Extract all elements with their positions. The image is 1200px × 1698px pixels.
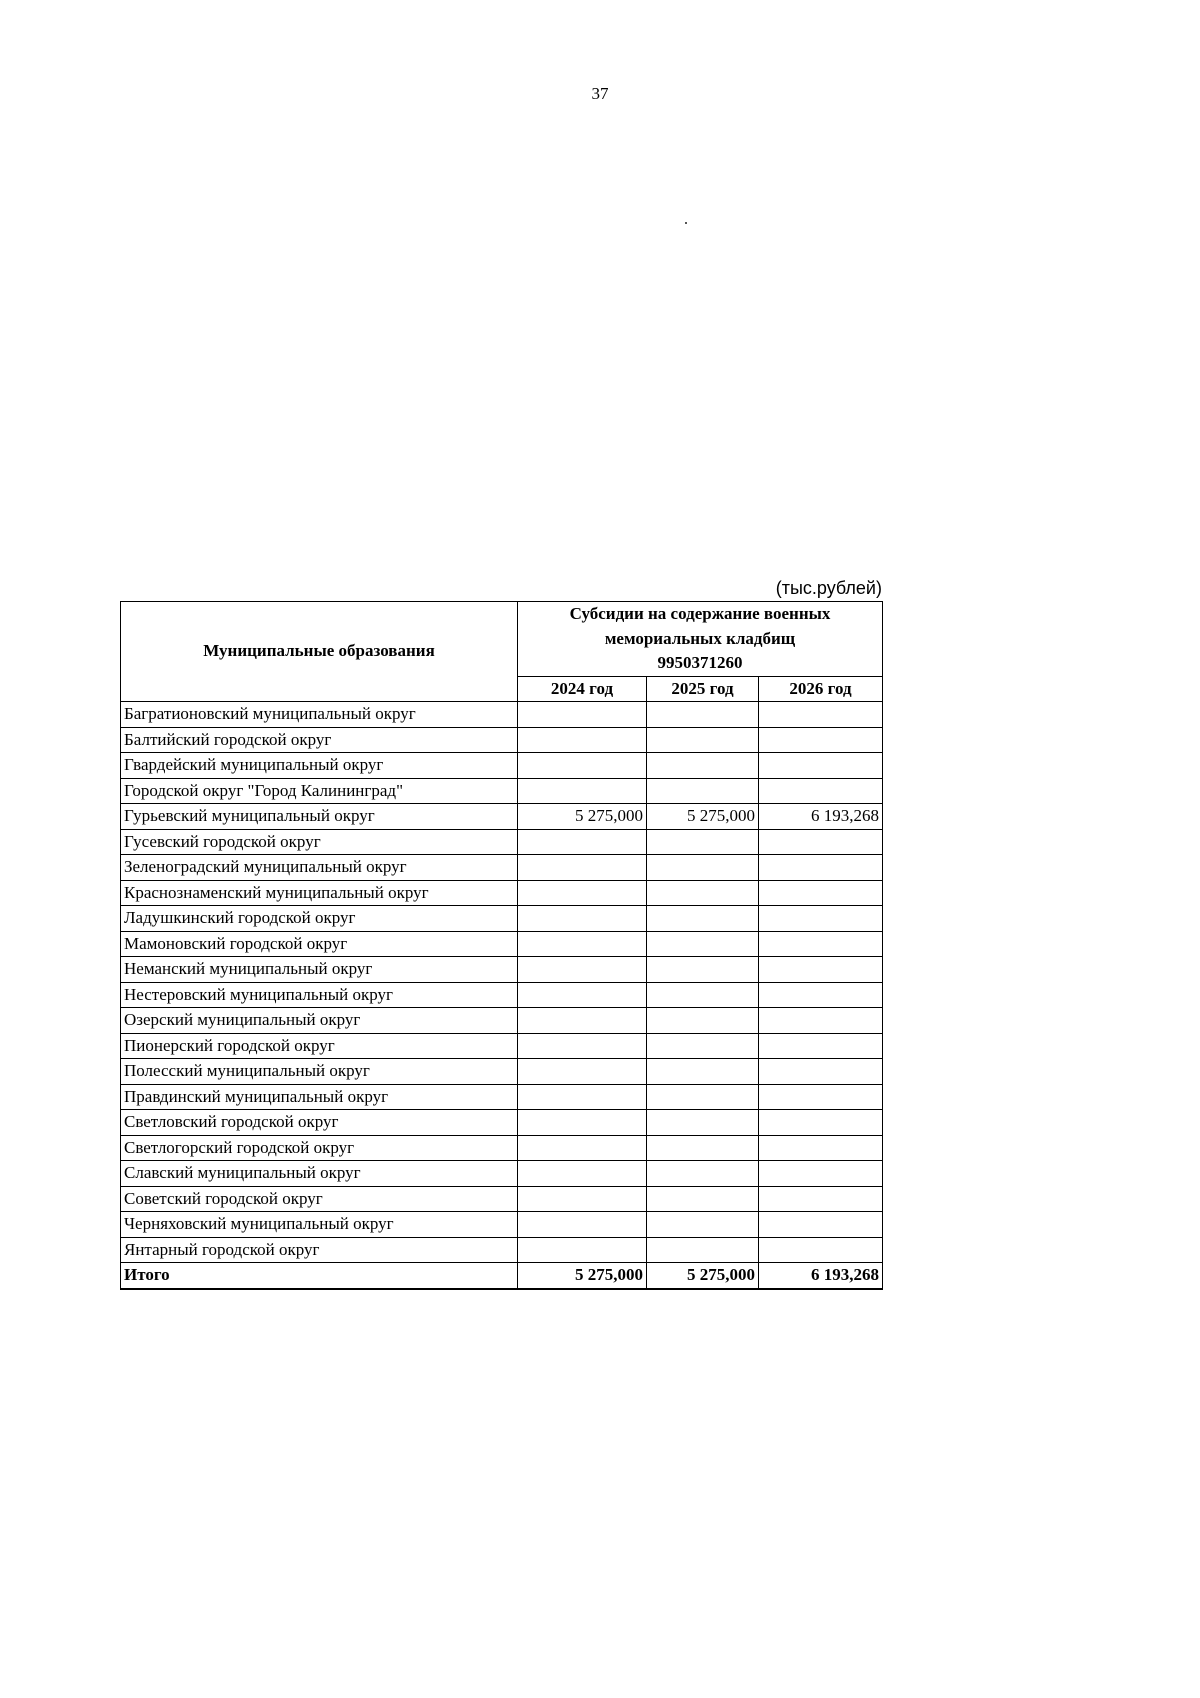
value-2024 [518,1212,647,1238]
table-row [121,880,883,906]
municipality-name: Мамоновский городской округ [121,931,518,957]
value-2025: 5 275,000 [647,804,759,830]
total-2025: 5 275,000 [647,1263,759,1289]
municipality-name: Озерский муниципальный округ [121,1008,518,1034]
table-row [121,1186,883,1212]
value-2026 [759,753,883,779]
value-2025 [647,982,759,1008]
value-2025 [647,1135,759,1161]
value-2024 [518,855,647,881]
value-2024 [518,1033,647,1059]
municipality-name: Зеленоградский муниципальный округ [121,855,518,881]
municipality-name: Правдинский муниципальный округ [121,1084,518,1110]
table-row [121,957,883,983]
value-2024 [518,1135,647,1161]
value-2026: 6 193,268 [759,804,883,830]
value-2024 [518,1161,647,1187]
table-row [121,1212,883,1238]
value-2024 [518,753,647,779]
municipality-name: Гусевский городской округ [121,829,518,855]
value-2026 [759,957,883,983]
municipality-name: Пионерский городской округ [121,1033,518,1059]
table-row [121,931,883,957]
municipality-name: Светловский городской округ [121,1110,518,1136]
header-municipalities: Муниципальные образования [121,602,518,702]
value-2024 [518,906,647,932]
municipality-name: Гурьевский муниципальный округ [121,804,518,830]
value-2025 [647,1237,759,1263]
municipality-name: Светлогорский городской округ [121,1135,518,1161]
value-2026 [759,1059,883,1085]
table-row [121,1008,883,1034]
value-2026 [759,1084,883,1110]
municipality-name: Ладушкинский городской округ [121,906,518,932]
value-2026 [759,1161,883,1187]
municipality-name: Славский муниципальный округ [121,1161,518,1187]
table-row [121,753,883,779]
value-2026 [759,1186,883,1212]
value-2024 [518,1084,647,1110]
value-2024 [518,829,647,855]
value-2024 [518,1059,647,1085]
value-2025 [647,1059,759,1085]
value-2024 [518,931,647,957]
municipality-name: Полесский муниципальный округ [121,1059,518,1085]
value-2026 [759,982,883,1008]
value-2024 [518,880,647,906]
value-2026 [759,855,883,881]
value-2026 [759,1212,883,1238]
municipality-name: Багратионовский муниципальный округ [121,702,518,728]
table-row [121,1059,883,1085]
header-subsidy-line2: мемориальных кладбищ [604,628,796,648]
value-2026 [759,829,883,855]
municipality-name: Черняховский муниципальный округ [121,1212,518,1238]
value-2025 [647,753,759,779]
value-2026 [759,1110,883,1136]
value-2024 [518,702,647,728]
year-header-2025: 2025 год [647,676,759,702]
table-row [121,727,883,753]
total-label: Итого [121,1263,518,1289]
table-row [121,702,883,728]
value-2025 [647,1212,759,1238]
value-2025 [647,906,759,932]
value-2024 [518,982,647,1008]
value-2025 [647,1186,759,1212]
table-row [121,1161,883,1187]
value-2026 [759,778,883,804]
value-2025 [647,727,759,753]
table-body [121,702,883,1263]
value-2024 [518,957,647,983]
table-row [121,1033,883,1059]
value-2026 [759,1135,883,1161]
total-2024: 5 275,000 [518,1263,647,1289]
table-row [121,1135,883,1161]
municipality-name: Гвардейский муниципальный округ [121,753,518,779]
table-row [121,829,883,855]
value-2026 [759,702,883,728]
units-label: (тыс.рублей) [775,578,882,598]
municipality-name: Советский городской округ [121,1186,518,1212]
value-2024 [518,1110,647,1136]
value-2025 [647,1033,759,1059]
header-subsidy-code: 9950371260 [657,653,743,672]
scan-speck [685,222,687,224]
value-2025 [647,880,759,906]
value-2024 [518,778,647,804]
value-2024 [518,727,647,753]
municipality-name: Балтийский городской округ [121,727,518,753]
table-row [121,906,883,932]
value-2026 [759,1008,883,1034]
municipality-name: Нестеровский муниципальный округ [121,982,518,1008]
table-row [121,1084,883,1110]
value-2025 [647,1110,759,1136]
header-subsidy-line1: Субсидии на содержание военных [569,604,831,623]
municipality-name: Неманский муниципальный округ [121,957,518,983]
value-2024 [518,1186,647,1212]
table-row [121,1237,883,1263]
value-2026 [759,880,883,906]
table-row [121,778,883,804]
value-2024: 5 275,000 [518,804,647,830]
value-2025 [647,1161,759,1187]
table-row [121,804,883,830]
value-2025 [647,931,759,957]
value-2026 [759,906,883,932]
total-2026: 6 193,268 [759,1263,883,1289]
value-2026 [759,931,883,957]
table-row [121,1110,883,1136]
year-header-2024: 2024 год [518,676,647,702]
value-2025 [647,702,759,728]
value-2026 [759,727,883,753]
municipality-name: Краснознаменский муниципальный округ [121,880,518,906]
value-2024 [518,1237,647,1263]
value-2025 [647,829,759,855]
table-row [121,982,883,1008]
year-header-2026: 2026 год [759,676,883,702]
value-2024 [518,1008,647,1034]
total-row [121,1263,883,1289]
table-row [121,855,883,881]
value-2025 [647,1008,759,1034]
municipality-name: Янтарный городской округ [121,1237,518,1263]
value-2026 [759,1033,883,1059]
header-subsidy [518,602,883,677]
value-2025 [647,957,759,983]
value-2026 [759,1237,883,1263]
value-2025 [647,1084,759,1110]
page-number: 37 [591,84,609,103]
header-row [121,602,883,677]
value-2025 [647,778,759,804]
municipality-name: Городской округ "Город Калининград" [121,778,518,804]
subsidy-table [120,601,883,1290]
value-2025 [647,855,759,881]
